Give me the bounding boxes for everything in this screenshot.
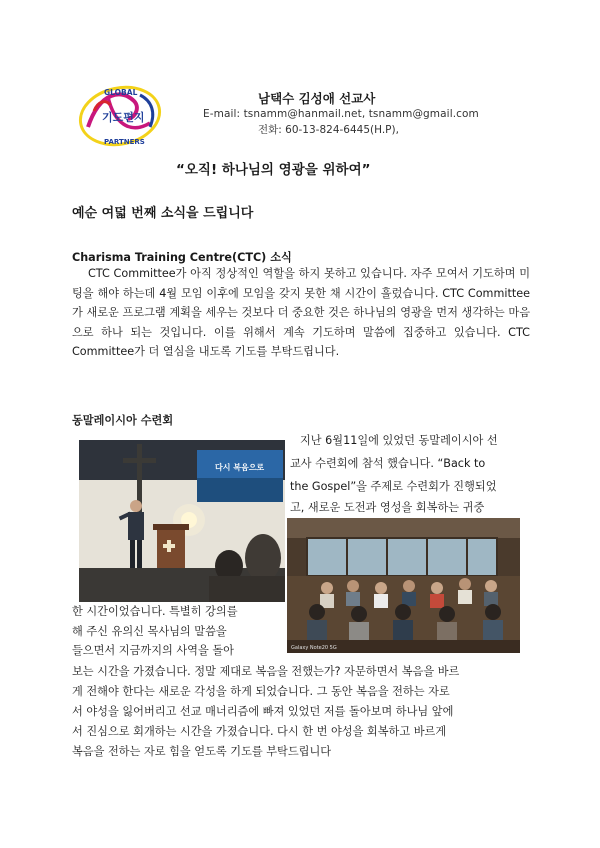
email-line: E-mail: tsnamm@hanmail.net, tsnamm@gmail.com bbox=[203, 108, 479, 120]
retreat-line-2: 교사 수련회에 참석 했습니다. “Back to bbox=[290, 457, 486, 470]
letter-title: 예순 여덟 번째 소식을 드립니다 bbox=[72, 206, 254, 221]
missionary-names: 남택수 김성애 선교사 bbox=[258, 91, 376, 106]
retreat-line-3: the Gospel”을 주제로 수련회가 진행되었 bbox=[290, 480, 497, 493]
retreat-line-11: 서 진심으로 회개하는 시간을 가졌습니다. 다시 한 번 야성을 회복하고 바르게 bbox=[72, 725, 447, 738]
retreat-line-6: 해 주신 유의신 목사님의 말씀을 bbox=[72, 625, 227, 638]
retreat-line-1: 지난 6월11일에 있었던 동말레이시아 선 bbox=[300, 434, 498, 447]
ctc-paragraph-text: CTC Committee가 아직 정상적인 역할을 하지 못하고 있습니다. 자주 모여서 기도하며 미팅을 해야 하는데 4월 모임 이후에 모임을 갖지 못한 채 시간이 흘렀습니다. CTC Committee가 새로운 프로그램 계획을 세우는 것보다 더 중요한 것은 하나님의 영광을 먼저 생각하는 마음으로 하나 되는 것입니다. 이를 위해서 계속 기도하며 말씀에 집중하고 있습니다. CTC Committee가 더 열심을 내도록 기도를 부탁드립니다. bbox=[72, 267, 530, 358]
retreat-line-7: 들으면서 지금까지의 사역을 돌아 bbox=[72, 644, 234, 657]
retreat-speaker-photo bbox=[79, 440, 285, 602]
photo1-banner-text: 다시 복음으로 bbox=[215, 463, 265, 472]
ctc-paragraph bbox=[72, 264, 530, 362]
logo-bottom-text: PARTNERS bbox=[104, 138, 145, 146]
ctc-section-heading: Charisma Training Centre(CTC) 소식 bbox=[72, 251, 292, 264]
retreat-line-5: 한 시간이었습니다. 특별히 강의를 bbox=[72, 605, 238, 618]
global-prayer-partners-logo bbox=[74, 83, 166, 149]
logo-center-text: 기도편지 bbox=[102, 111, 145, 124]
retreat-line-12: 복음을 전하는 자로 힘을 얻도록 기도를 부탁드립니다 bbox=[72, 745, 332, 758]
retreat-section-heading: 동말레이시아 수련회 bbox=[72, 414, 174, 427]
logo-graphic bbox=[74, 83, 166, 149]
retreat-group-photo bbox=[287, 518, 520, 653]
retreat-line-8: 보는 시간을 가졌습니다. 정말 제대로 복음을 전했는가? 자문하면서 복음을 바르 bbox=[72, 665, 460, 678]
retreat-line-9: 게 전해야 한다는 새로운 각성을 하게 되었습니다. 그 동안 복음을 전하는 자로 bbox=[72, 685, 450, 698]
retreat-line-10: 서 야성을 잃어버리고 선교 매너리즘에 빠져 있었던 저를 돌아보며 하나님 앞에 bbox=[72, 705, 454, 718]
retreat-line-4: 고, 새로운 도전과 영성을 회복하는 귀중 bbox=[290, 501, 485, 514]
logo-top-text: GLOBAL bbox=[104, 88, 138, 97]
phone-line: 전화: 60-13-824-6445(H.P), bbox=[258, 124, 399, 136]
photo2-caption: Galaxy Note20 5G bbox=[291, 645, 337, 651]
motto: “오직! 하나님의 영광을 위하여” bbox=[176, 162, 371, 178]
